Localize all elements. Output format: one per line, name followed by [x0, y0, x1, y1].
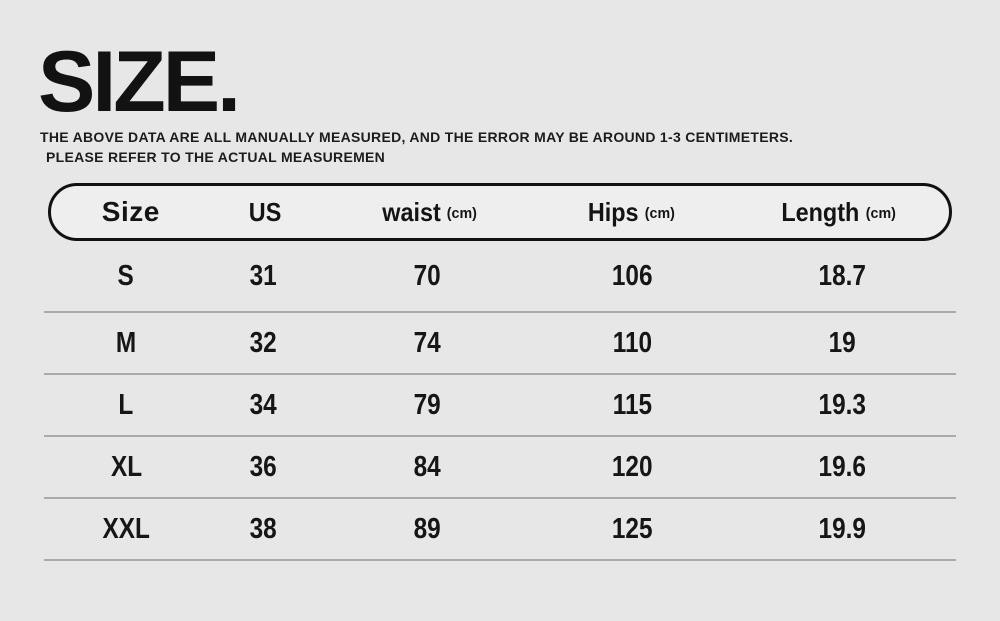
hips-value: 120 — [611, 450, 653, 483]
column-label-waist: waist — [382, 196, 441, 227]
cell-size — [44, 327, 208, 360]
cell-waist — [318, 451, 537, 484]
cell-us — [208, 260, 317, 293]
page-title: SIZE. — [38, 34, 239, 130]
column-header-length — [724, 197, 949, 228]
length-value: 19.6 — [818, 450, 866, 483]
us-value: 31 — [249, 259, 277, 292]
cell-waist — [318, 389, 537, 422]
column-label-hips: Hips — [587, 196, 639, 227]
table-row-l — [44, 375, 956, 437]
cell-us — [208, 513, 317, 546]
us-value: 36 — [249, 450, 277, 483]
size-value: L — [118, 388, 134, 421]
size-value: XL — [110, 450, 142, 483]
cell-us — [208, 327, 317, 360]
column-unit-hips: (cm) — [644, 204, 675, 222]
cell-length — [728, 260, 956, 293]
length-value: 19.9 — [818, 512, 866, 545]
table-row-m — [44, 313, 956, 375]
hips-value: 125 — [611, 512, 653, 545]
measurement-note-line2: PLEASE REFER TO THE ACTUAL MEASUREMEN — [46, 148, 386, 165]
column-label-size: Size — [101, 196, 160, 227]
cell-waist — [318, 327, 537, 360]
cell-waist — [318, 513, 537, 546]
waist-value: 84 — [413, 450, 441, 483]
cell-hips — [536, 451, 728, 484]
cell-length — [728, 513, 956, 546]
hips-value: 115 — [612, 388, 652, 421]
measurement-note-line1: THE ABOVE DATA ARE ALL MANUALLY MEASURED, AND THE ERROR MAY BE AROUND 1-3 CENTIMETERS. — [40, 129, 794, 145]
column-header-waist — [320, 197, 536, 228]
column-label-length: Length — [780, 196, 859, 227]
cell-hips — [536, 327, 728, 360]
cell-length — [728, 389, 956, 422]
length-value: 19 — [828, 326, 856, 359]
column-header-size — [51, 196, 213, 228]
cell-us — [208, 389, 317, 422]
cell-hips — [536, 513, 728, 546]
hips-value: 110 — [612, 326, 652, 359]
column-label-us: US — [249, 196, 282, 227]
size-table-body — [44, 241, 956, 561]
hips-value: 106 — [611, 259, 653, 292]
table-row-xxl — [44, 499, 956, 561]
table-row-s — [44, 241, 956, 313]
cell-hips — [536, 260, 728, 293]
length-value: 18.7 — [818, 259, 866, 292]
column-unit-length: (cm) — [865, 204, 897, 222]
cell-hips — [536, 389, 728, 422]
cell-size — [44, 260, 208, 293]
column-header-hips — [536, 197, 725, 228]
cell-size — [44, 451, 208, 484]
cell-waist — [318, 260, 537, 293]
cell-size — [44, 389, 208, 422]
length-value: 19.3 — [818, 388, 866, 421]
size-value: XXL — [102, 512, 150, 545]
us-value: 34 — [249, 388, 277, 421]
measurement-note — [40, 128, 793, 167]
size-value: S — [117, 259, 135, 292]
table-row-xl — [44, 437, 956, 499]
size-value: M — [115, 326, 137, 359]
waist-value: 70 — [413, 259, 441, 292]
waist-value: 89 — [413, 512, 441, 545]
size-table-header — [48, 183, 952, 241]
us-value: 38 — [249, 512, 277, 545]
column-header-us — [213, 197, 321, 228]
cell-us — [208, 451, 317, 484]
cell-length — [728, 327, 956, 360]
cell-length — [728, 451, 956, 484]
column-unit-waist: (cm) — [446, 204, 477, 222]
waist-value: 79 — [413, 388, 441, 421]
waist-value: 74 — [413, 326, 441, 359]
cell-size — [44, 513, 208, 546]
us-value: 32 — [249, 326, 277, 359]
